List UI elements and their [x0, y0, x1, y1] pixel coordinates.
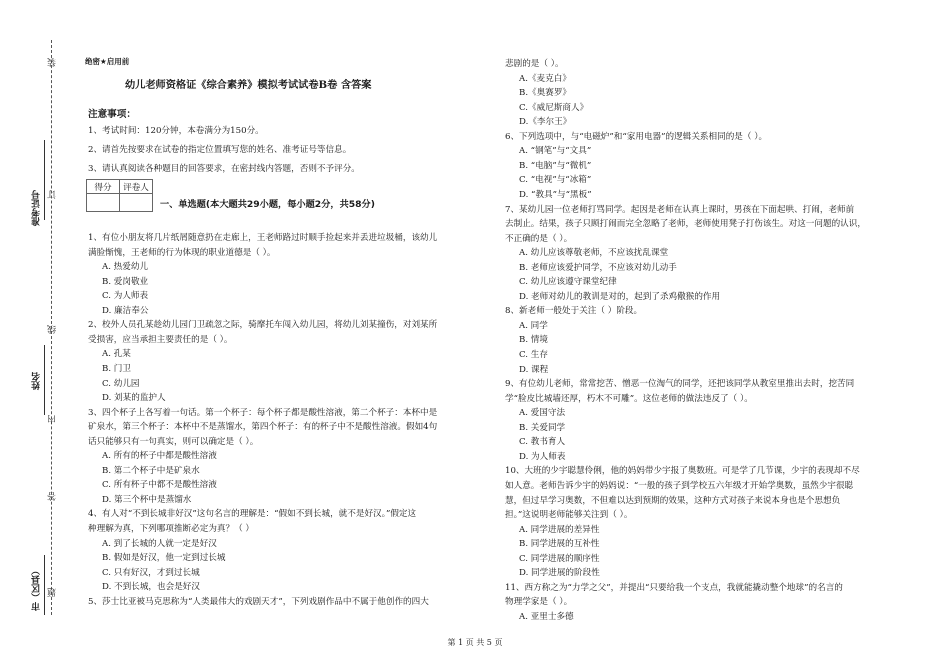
field-name: 姓名 — [32, 372, 42, 390]
question-text: 10、大班的少宇聪慧伶俐，他的妈妈带少宇报了奥数班。可是学了几节课，少宇的表现却不尽 — [505, 466, 860, 477]
answer-option: D. 刘某的监护人 — [102, 393, 166, 404]
exam-title: 幼儿老师资格证《综合素养》模拟考试试卷B卷 含答案 — [125, 79, 372, 91]
answer-option: A. 孔某 — [102, 349, 131, 360]
question-text: 11、西方称之为“力学之父”，并提出“只要给我一个支点，我就能撬动整个地球”的名言的 — [505, 582, 843, 593]
answer-option: B. 情境 — [519, 335, 548, 346]
question-text: 慧，但过早学习奥数，不但难以达到预期的效果，这种方式对孩子来说本身也是个思想负 — [505, 495, 841, 506]
notice-item: 2、请首先按要求在试卷的指定位置填写您的姓名、准考证号等信息。 — [88, 145, 352, 155]
answer-option: C. 教书育人 — [519, 437, 566, 448]
answer-option: B. 关爱同学 — [519, 422, 566, 433]
answer-option: B. “电脑”与“微机” — [519, 160, 592, 171]
question-text: 受损害，应当承担主要责任的是（ ）。 — [88, 334, 233, 345]
field-underline — [44, 140, 45, 220]
answer-option: D.《李尔王》 — [519, 117, 572, 128]
question-text: 1、有位小朋友将几片纸屑随意扔在走廊上，王老师路过时顺手捡起来并丢进垃圾桶，该幼儿 — [88, 233, 438, 243]
answer-option: A. 所有的杯子中都是酸性溶液 — [102, 451, 217, 462]
answer-option: D. 为人师表 — [519, 451, 566, 462]
answer-option: D. 课程 — [519, 364, 549, 375]
answer-option: D. 老师对幼儿的教训是对的，起到了杀鸡儆猴的作用 — [519, 291, 721, 302]
seal-char: 装 — [48, 58, 58, 67]
answer-option: A. 到了长城的人就一定是好汉 — [102, 538, 217, 549]
grader-header: 评卷人 — [120, 180, 153, 194]
question-text: 5、莎士比亚被马克思称为“人类最伟大的戏剧天才”，下列戏剧作品中不属于他创作的四大 — [88, 596, 429, 607]
score-cell — [87, 194, 120, 212]
answer-option: B.《奥赛罗》 — [519, 88, 572, 99]
question-text: 9、有位幼儿老师，常常挖苦、憎恶一位淘气的同学，还把该同学从教室里推出去时，挖苦同 — [505, 379, 855, 390]
question-text: 矿泉水，第三个杯子：本杯中不是蒸馏水，第四个杯子：有的杯子中不是酸性溶液。假如4句 — [88, 422, 438, 433]
answer-option: B. 门卫 — [102, 363, 131, 374]
answer-option: A. 热爱幼儿 — [102, 262, 149, 273]
answer-option: A. 爱国守法 — [519, 408, 566, 419]
answer-option: C. 只有好汉，才到过长城 — [102, 567, 200, 578]
notice-item: 1、考试时间：120分钟，本卷满分为150分。 — [88, 126, 264, 136]
answer-option: B. 同学进展的互补性 — [519, 539, 600, 550]
question-text: 悲剧的是（ ）。 — [505, 59, 564, 69]
section-title: 一、单选题(本大题共29小题，每小题2分，共58分) — [160, 199, 375, 210]
question-text: 4、有人对“不到长城非好汉”这句名言的理解是：“假如不到长城，就不是好汉。”假定这 — [88, 509, 417, 520]
seal-char: 内 — [48, 415, 58, 424]
page-footer: 第 1 页 共 5 页 — [447, 638, 503, 647]
question-text: 8、新老师一般处于关注（ ）阶段。 — [505, 306, 643, 317]
grader-cell — [120, 194, 153, 212]
answer-option: A. 同学进展的差异性 — [519, 524, 600, 535]
answer-option: A. 亚里士多德 — [519, 611, 574, 622]
answer-option: C. “电视”与“冰箱” — [519, 175, 592, 186]
answer-option: B. 第二个杯子中是矿泉水 — [102, 465, 200, 476]
answer-option: D. 第三个杯中是蒸馏水 — [102, 494, 192, 505]
notice-item: 3、请认真阅读各种题目的回答要求，在密封线内答题，否则不予评分。 — [88, 164, 360, 174]
question-text: 物理学家是（ ）。 — [505, 597, 573, 608]
field-underline — [44, 555, 45, 615]
answer-option: D. “教具”与“黑板” — [519, 189, 592, 200]
answer-option: C. 幼儿应该遵守课堂纪律 — [519, 277, 617, 288]
question-text: 去制止。结果，孩子只顾打闹而完全忽略了老师，老师使用凳子打伤该生。对这一问题的认识， — [505, 219, 866, 230]
question-text: 6、下列选项中，与“电磁炉”和“家用电器”的逻辑关系相同的是（ ）。 — [505, 131, 768, 142]
notice-title: 注意事项： — [88, 109, 136, 120]
question-text: 7、某幼儿园一位老师打骂同学。起因是老师在认真上课时，男孩在下面起哄、打闹，老师前 — [505, 204, 855, 215]
field-exam-number: 准考证号 — [32, 190, 42, 226]
answer-option: A. “钢笔”与“文具” — [519, 146, 592, 157]
question-text: 学“脸皮比城墙还厚，朽木不可雕”。这位老师的做法违反了（ ）。 — [505, 393, 753, 404]
question-text: 满脸惭愧，王老师的行为体现的职业道德是（ ）。 — [88, 247, 276, 258]
secret-label: 绝密★启用前 — [85, 57, 130, 66]
answer-option: C. 生存 — [519, 350, 548, 360]
field-district: 市（区县） — [32, 566, 42, 611]
question-text: 2、校外人员孔某趁幼儿园门卫疏忽之际，骑摩托车闯入幼儿园，将幼儿刘某撞伤，对刘某所 — [88, 320, 438, 331]
seal-char: 题 — [48, 588, 58, 597]
question-text: 如人意。老师告诉少宇的妈妈说：“一般的孩子到学校五六年级才开始学奥数，虽然少宇很聪 — [505, 480, 854, 491]
answer-option: D. 同学进展的阶段性 — [519, 568, 600, 579]
answer-option: D. 不到长城，也会是好汉 — [102, 582, 200, 593]
seal-char: 答 — [48, 492, 58, 501]
answer-option: D. 廉洁奉公 — [102, 305, 149, 316]
score-table — [86, 179, 153, 212]
answer-option: B. 老师应该爱护同学，不应该对幼儿动手 — [519, 262, 677, 273]
answer-option: A.《麦克白》 — [519, 73, 571, 84]
field-underline — [44, 345, 45, 415]
question-text: 话只能够只有一句真实，则可以确定是（ ）。 — [88, 436, 259, 447]
answer-option: A. 同学 — [519, 320, 548, 331]
question-text: 3、四个杯子上各写着一句话。第一个杯子：每个杯子都是酸性溶液，第二个杯子：本杯中是 — [88, 407, 438, 418]
question-text: 担。”这说明老师能够关注到（ ）。 — [505, 510, 633, 521]
answer-option: C. 幼儿园 — [102, 378, 140, 389]
question-text: 不正确的是（ ）。 — [505, 233, 573, 244]
seal-char: 线 — [48, 325, 58, 334]
answer-option: A. 幼儿应该尊敬老师，不应该扰乱课堂 — [519, 248, 669, 259]
answer-option: C. 同学进展的顺序性 — [519, 553, 600, 564]
answer-option: C. 为人师表 — [102, 291, 149, 302]
answer-option: B. 假如是好汉，他一定到过长城 — [102, 553, 226, 564]
question-text: 种理解为真，下列哪项推断必定为真？（ ） — [88, 524, 255, 534]
binding-margin — [0, 0, 80, 671]
answer-option: C.《威尼斯商人》 — [519, 102, 589, 113]
seal-char: 订 — [48, 190, 58, 199]
score-header: 得分 — [87, 180, 120, 194]
answer-option: B. 爱岗敬业 — [102, 276, 149, 287]
answer-option: C. 所有杯子中都不是酸性溶液 — [102, 480, 217, 491]
